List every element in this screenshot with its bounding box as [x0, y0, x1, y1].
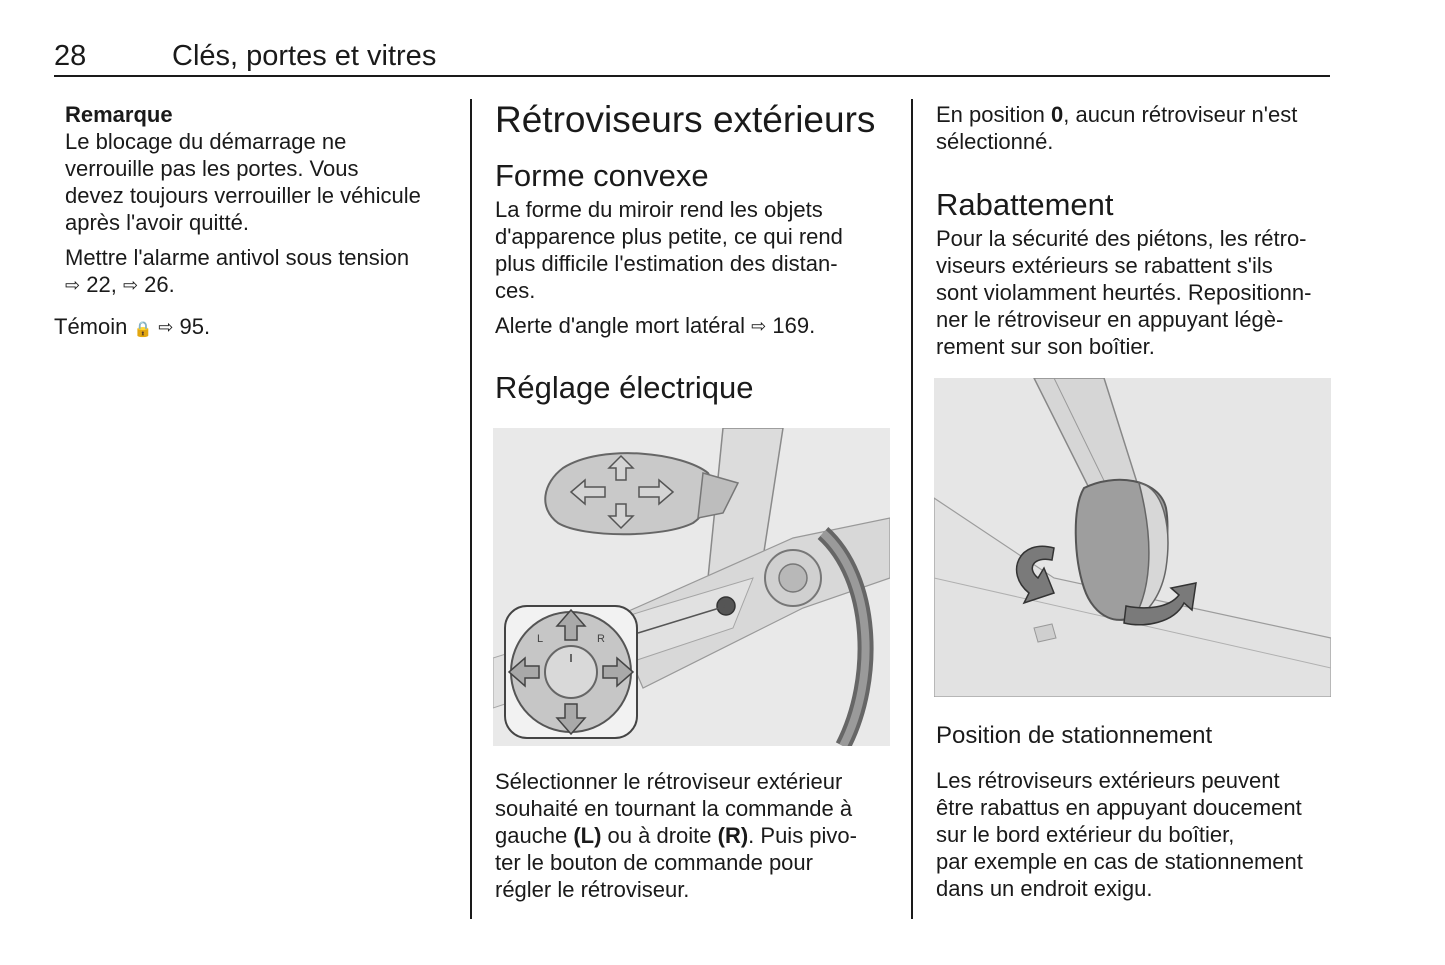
- folding-text: [936, 225, 1336, 360]
- note-line: après l'avoir quitté.: [65, 210, 249, 235]
- cross-reference-icon: ⇨: [65, 275, 81, 295]
- text-line: Les rétroviseurs extérieurs peuvent: [936, 768, 1280, 793]
- text-line: dans un endroit exigu.: [936, 876, 1153, 901]
- page-ref[interactable]: 169: [772, 313, 810, 338]
- convex-heading: Forme convexe: [495, 158, 709, 193]
- electric-heading: Réglage électrique: [495, 370, 754, 405]
- select-paragraph: [495, 768, 895, 903]
- temoin-line: Témoin 🔒 ⇨ 95.: [54, 314, 211, 339]
- section-title: Clés, portes et vitres: [172, 40, 437, 72]
- alarm-line: Mettre l'alarme antivol sous tension: [65, 245, 410, 270]
- text-line: Pour la sécurité des piétons, les rétro-: [936, 226, 1307, 251]
- left-mirror-code: (L): [573, 823, 602, 848]
- convex-text: [495, 196, 895, 304]
- temoin-label: Témoin: [54, 314, 128, 339]
- cross-reference-icon: ⇨: [158, 317, 174, 337]
- position-zero: 0: [1050, 102, 1064, 127]
- column-3: [936, 101, 1336, 360]
- right-mirror-code: (R): [717, 823, 749, 848]
- text-fragment: ou à droite: [607, 823, 712, 848]
- text-line: sur le bord extérieur du boîtier,: [936, 822, 1235, 847]
- parking-heading: Position de stationnement: [936, 722, 1213, 749]
- column-divider-2: [911, 99, 913, 919]
- parking-text: [936, 767, 1336, 902]
- switch-label-right: R: [597, 633, 605, 645]
- text-line: rement sur son boîtier.: [936, 334, 1155, 359]
- text-line: ter le bouton de commande pour: [495, 850, 813, 875]
- text-line: ces.: [495, 278, 536, 303]
- mirror-control-figure: [493, 428, 890, 746]
- text-line: viseurs extérieurs se rabattent s'ils: [936, 253, 1273, 278]
- blind-spot-line: Alerte d'angle mort latéral ⇨ 169.: [495, 313, 816, 338]
- folding-heading: Rabattement: [936, 187, 1114, 222]
- header-rule: [54, 75, 1330, 77]
- parking-section: [936, 722, 1336, 902]
- lock-icon: 🔒: [133, 321, 153, 338]
- page-ref[interactable]: 22: [86, 272, 111, 297]
- text-line: [495, 822, 895, 849]
- page-number: 28: [54, 40, 87, 72]
- text-line: plus difficile l'estimation des distan-: [495, 251, 838, 276]
- text-line: La forme du miroir rend les objets: [495, 197, 823, 222]
- text-fragment: En position: [936, 102, 1045, 127]
- text-line: régler le rétroviseur.: [495, 877, 690, 902]
- text-line: par exemple en cas de stationnement: [936, 849, 1303, 874]
- text-fragment: gauche: [495, 823, 568, 848]
- text-line: ner le rétroviseur en appuyant légè-: [936, 307, 1284, 332]
- page-ref[interactable]: 95: [179, 314, 204, 339]
- text-line: [936, 101, 1336, 128]
- main-title: Rétroviseurs extérieurs: [495, 99, 876, 140]
- text-line: sélectionné.: [936, 129, 1054, 154]
- column-1: [54, 101, 454, 343]
- text-line: Sélectionner le rétroviseur extérieur: [495, 769, 843, 794]
- folding-mirror-figure: [934, 378, 1331, 697]
- note-line: verrouille pas les portes. Vous: [65, 156, 359, 181]
- text-line: d'apparence plus petite, ce qui rend: [495, 224, 843, 249]
- alarm-refs: ⇨ 22, ⇨ 26.: [65, 272, 175, 297]
- text-fragment: , aucun rétroviseur n'est: [1063, 102, 1298, 127]
- cross-reference-icon: ⇨: [751, 316, 767, 336]
- column-2: [495, 100, 895, 405]
- alarm-paragraph: [65, 244, 454, 300]
- text-line: souhaité en tournant la commande à: [495, 796, 853, 821]
- text-line: être rabattus en appuyant doucement: [936, 795, 1302, 820]
- text-line: sont violamment heurtés. Repositionn-: [936, 280, 1312, 305]
- note-text: [65, 128, 454, 236]
- text-fragment: . Puis pivo-: [748, 823, 857, 848]
- page-ref[interactable]: 26: [144, 272, 169, 297]
- column-divider-1: [470, 99, 472, 919]
- blind-spot-text: Alerte d'angle mort latéral: [495, 313, 745, 338]
- note-line: devez toujours verrouiller le véhicule: [65, 183, 421, 208]
- cross-reference-icon: ⇨: [122, 275, 139, 295]
- note-label: Remarque: [65, 102, 173, 127]
- switch-label-left: L: [537, 633, 544, 645]
- note-line: Le blocage du démarrage ne: [65, 129, 347, 154]
